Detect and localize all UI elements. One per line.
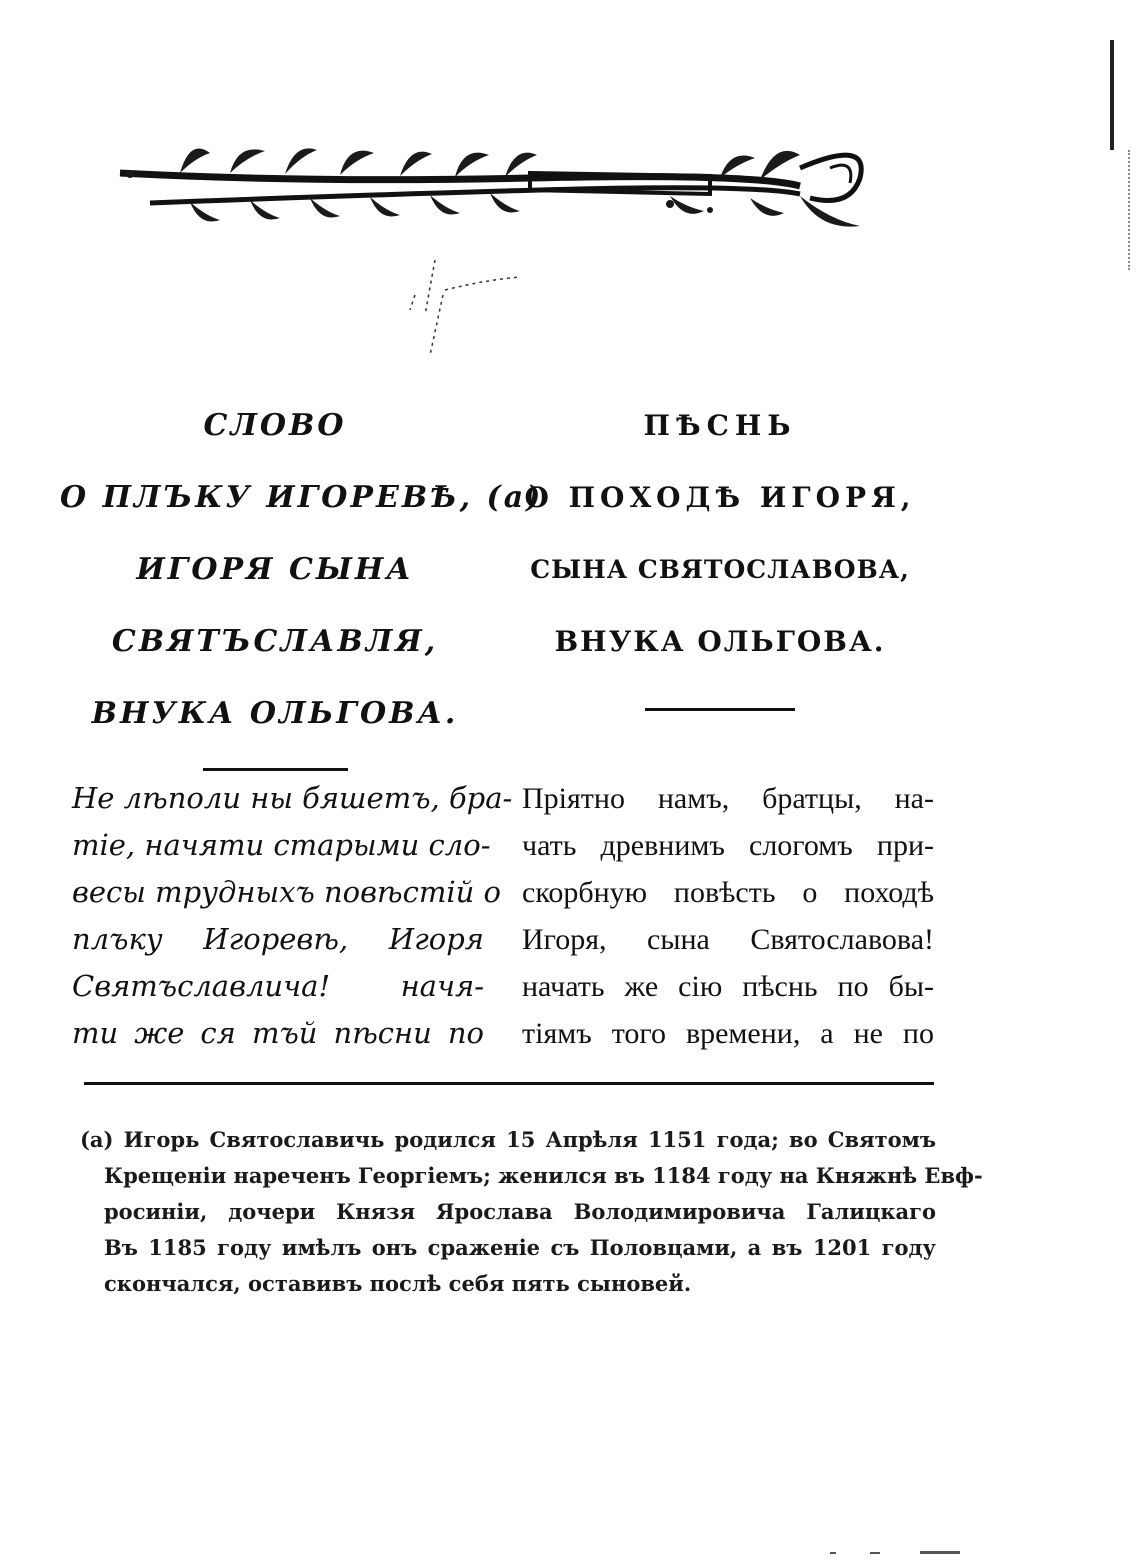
footnote-divider [84,1082,934,1085]
right-title-line: СЫНА СВЯТОСЛАВОВА, [530,555,910,584]
right-title-line: ПѢСНЬ [643,409,797,442]
left-body-line: плъку Игоревѣ, Игоря [72,922,484,956]
left-column-heading [60,390,544,771]
footnote-line: Крещеніи нареченъ Георгіемъ; женился въ 1184 году на Княжнѣ Евф- [104,1163,983,1188]
right-title-rule [645,708,795,711]
left-title-line: ВНУКА ОЛЬГОВА. [91,696,459,731]
scan-edge [1110,40,1114,150]
footnote-line: скончался, оставивъ послѣ себя пять сыновей. [104,1271,692,1296]
left-body-line: Не лѣполи ны бяшетъ, бра- [72,781,513,815]
footnote-line: Въ 1185 году имѣлъ онъ сраженіе съ Половцами, а въ 1201 году [104,1235,936,1260]
right-body-text [522,775,934,1057]
right-body-line: Игоря, сына Святославова! [522,923,934,956]
headpiece-ornament [110,128,890,238]
left-title-line: СВЯТЪСЛАВЛЯ, [111,624,439,659]
footnote [80,1122,983,1302]
left-title-line: СЛОВО [203,408,347,443]
left-body-line: ти же ся тъй пѣсни по [72,1016,484,1050]
right-body-line: тіямъ того времени, а не по [522,1017,934,1050]
page-bottom-marks [830,1548,970,1558]
left-body-line: тіе, начяти старыми сло- [72,828,491,862]
left-title-rule [203,768,348,771]
right-body-line: начать же сію пѣснь по бы- [522,970,934,1003]
footnote-line: (а) Игорь Святославичь родился 15 Апрѣля 1151 года; во Святомъ [80,1127,936,1152]
right-body-line: Пріятно намъ, братцы, на- [522,782,934,815]
left-body-line: весы трудныхъ повѣстій о [72,875,501,909]
right-column-heading [505,390,935,711]
left-body-text [72,775,513,1057]
left-body-line: Святъславлича! начя- [72,969,484,1003]
pencil-marks [395,255,545,365]
right-body-line: скорбную повѣсть о походѣ [522,876,934,909]
footnote-line: росиніи, дочери Князя Ярослава Володимировича Галицкаго [104,1199,936,1224]
left-title-line: О ПЛЪКУ ИГОРЕВѢ, (а) [60,480,544,515]
right-title-line: О ПОХОДѢ ИГОРЯ, [524,481,916,514]
right-title-line: ВНУКА ОЛЬГОВА. [554,625,886,658]
left-title-line: ИГОРЯ СЫНА [136,552,414,587]
scan-edge-specks [1128,150,1132,270]
right-body-line: чать древнимъ слогомъ при- [522,829,934,862]
